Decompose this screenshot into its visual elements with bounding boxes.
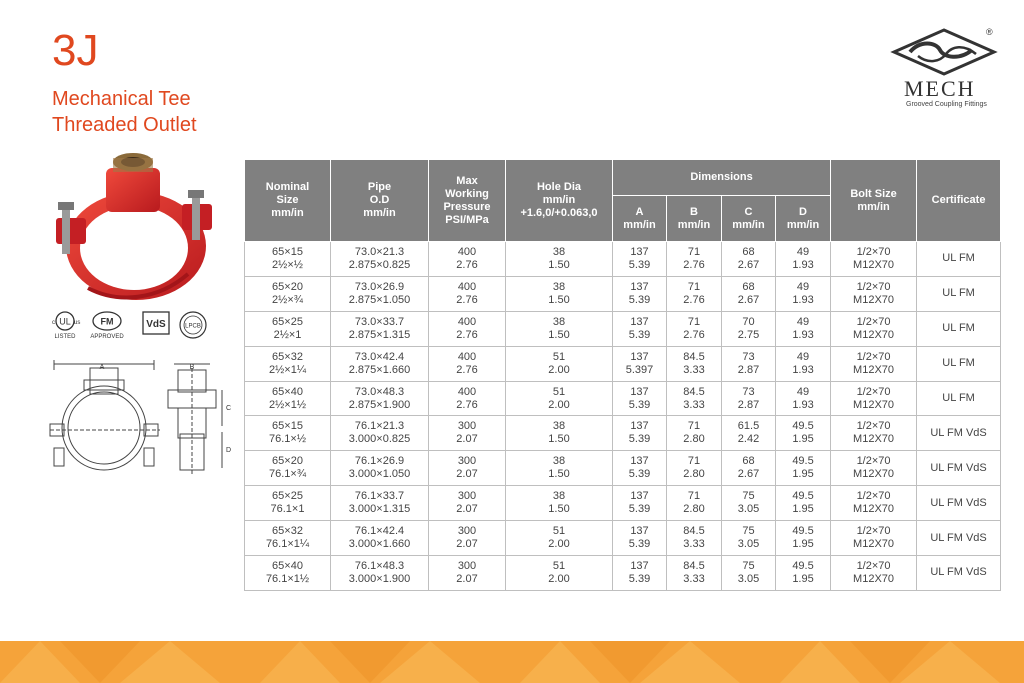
dim-c-cell: 75 3.05 <box>722 521 776 556</box>
table-row <box>245 451 1001 486</box>
specification-table <box>244 159 1001 591</box>
drawing-label-b: B <box>189 364 195 371</box>
dim-b-cell: 84.5 3.33 <box>667 556 722 591</box>
pressure-cell: 400 2.76 <box>429 276 506 311</box>
dim-c-cell: 68 2.67 <box>722 451 776 486</box>
drawing-label-a: A <box>99 364 105 371</box>
vds-icon <box>142 310 170 342</box>
table-row <box>245 242 1001 277</box>
pressure-cell: 300 2.07 <box>429 486 506 521</box>
vds-mark-text: VdS <box>146 319 166 330</box>
ul-suffix-text: us <box>74 320 81 326</box>
col-dim-c: C mm/in <box>722 196 776 242</box>
fm-mark-text: FM <box>100 316 114 327</box>
nominal-size-cell: 65×15 76.1×½ <box>245 416 331 451</box>
dim-b-cell: 71 2.80 <box>667 451 722 486</box>
dim-b-cell: 84.5 3.33 <box>667 381 722 416</box>
dim-d-cell: 49.5 1.95 <box>776 416 831 451</box>
dim-a-cell: 137 5.39 <box>613 242 667 277</box>
dim-c-cell: 73 2.87 <box>722 381 776 416</box>
pipe-od-cell: 73.0×42.4 2.875×1.660 <box>331 346 429 381</box>
pressure-cell: 400 2.76 <box>429 346 506 381</box>
dim-d-cell: 49.5 1.95 <box>776 451 831 486</box>
certificate-cell: UL FM VdS <box>917 451 1001 486</box>
dim-c-cell: 68 2.67 <box>722 276 776 311</box>
col-max-pressure: Max Working Pressure PSI/MPa <box>429 160 506 242</box>
pressure-cell: 300 2.07 <box>429 521 506 556</box>
nominal-size-cell: 65×40 2½×1½ <box>245 381 331 416</box>
brand-tagline: Grooved Coupling Fittings <box>906 101 987 108</box>
table-row <box>245 311 1001 346</box>
dim-c-cell: 61.5 2.42 <box>722 416 776 451</box>
footer-band <box>0 641 1024 683</box>
pipe-od-cell: 76.1×26.9 3.000×1.050 <box>331 451 429 486</box>
pipe-od-cell: 73.0×48.3 2.875×1.900 <box>331 381 429 416</box>
dim-d-cell: 49 1.93 <box>776 242 831 277</box>
dim-c-cell: 70 2.75 <box>722 311 776 346</box>
certificate-cell: UL FM VdS <box>917 556 1001 591</box>
dim-a-cell: 137 5.39 <box>613 381 667 416</box>
pressure-cell: 400 2.76 <box>429 242 506 277</box>
pressure-cell: 400 2.76 <box>429 311 506 346</box>
dim-a-cell: 137 5.39 <box>613 556 667 591</box>
hole-dia-cell: 38 1.50 <box>506 311 613 346</box>
dim-a-cell: 137 5.39 <box>613 486 667 521</box>
mechanical-tee-product-image <box>48 148 218 308</box>
dim-b-cell: 71 2.80 <box>667 486 722 521</box>
certification-logos <box>50 310 210 344</box>
bolt-size-cell: 1/2×70 M12X70 <box>831 381 917 416</box>
model-number: 3J <box>52 26 99 75</box>
hole-dia-cell: 51 2.00 <box>506 346 613 381</box>
pressure-cell: 300 2.07 <box>429 451 506 486</box>
certificate-cell: UL FM VdS <box>917 521 1001 556</box>
bolt-size-cell: 1/2×70 M12X70 <box>831 486 917 521</box>
dim-b-cell: 84.5 3.33 <box>667 346 722 381</box>
nominal-size-cell: 65×32 76.1×1¼ <box>245 521 331 556</box>
col-certificate: Certificate <box>917 160 1001 242</box>
lpcb-mark-text: LPCB <box>185 323 201 330</box>
dim-c-cell: 73 2.87 <box>722 346 776 381</box>
table-row <box>245 416 1001 451</box>
table-row <box>245 486 1001 521</box>
bolt-size-cell: 1/2×70 M12X70 <box>831 346 917 381</box>
pressure-cell: 400 2.76 <box>429 381 506 416</box>
nominal-size-cell: 65×25 76.1×1 <box>245 486 331 521</box>
dim-b-cell: 71 2.76 <box>667 276 722 311</box>
bolt-size-cell: 1/2×70 M12X70 <box>831 451 917 486</box>
nominal-size-cell: 65×15 2½×½ <box>245 242 331 277</box>
bolt-size-cell: 1/2×70 M12X70 <box>831 242 917 277</box>
nominal-size-cell: 65×20 76.1×¾ <box>245 451 331 486</box>
table-row <box>245 381 1001 416</box>
dim-a-cell: 137 5.39 <box>613 311 667 346</box>
certificate-cell: UL FM <box>917 381 1001 416</box>
bolt-size-cell: 1/2×70 M12X70 <box>831 276 917 311</box>
certificate-cell: UL FM VdS <box>917 416 1001 451</box>
dim-d-cell: 49.5 1.95 <box>776 521 831 556</box>
certificate-cell: UL FM VdS <box>917 486 1001 521</box>
certificate-cell: UL FM <box>917 346 1001 381</box>
bolt-size-cell: 1/2×70 M12X70 <box>831 521 917 556</box>
col-dim-b: B mm/in <box>667 196 722 242</box>
table-row <box>245 276 1001 311</box>
dim-b-cell: 84.5 3.33 <box>667 521 722 556</box>
dim-a-cell: 137 5.39 <box>613 521 667 556</box>
pipe-od-cell: 76.1×48.3 3.000×1.900 <box>331 556 429 591</box>
pressure-cell: 300 2.07 <box>429 556 506 591</box>
brand-name: MECH <box>904 76 976 101</box>
nominal-size-cell: 65×25 2½×1 <box>245 311 331 346</box>
hole-dia-cell: 38 1.50 <box>506 242 613 277</box>
fm-approved-icon <box>90 310 124 342</box>
certificate-cell: UL FM <box>917 311 1001 346</box>
certificate-cell: UL FM <box>917 242 1001 277</box>
dim-a-cell: 137 5.39 <box>613 451 667 486</box>
dim-a-cell: 137 5.39 <box>613 276 667 311</box>
bolt-size-cell: 1/2×70 M12X70 <box>831 311 917 346</box>
hole-dia-cell: 51 2.00 <box>506 521 613 556</box>
nominal-size-cell: 65×32 2½×1¼ <box>245 346 331 381</box>
ul-prefix-text: c <box>52 320 55 326</box>
pipe-od-cell: 76.1×21.3 3.000×0.825 <box>331 416 429 451</box>
pipe-od-cell: 73.0×26.9 2.875×1.050 <box>331 276 429 311</box>
ul-listed-icon <box>50 310 80 342</box>
dim-d-cell: 49 1.93 <box>776 276 831 311</box>
dim-d-cell: 49 1.93 <box>776 311 831 346</box>
lpcb-icon <box>178 310 208 342</box>
dim-b-cell: 71 2.76 <box>667 242 722 277</box>
ul-mark-text: UL <box>59 316 71 327</box>
table-row <box>245 346 1001 381</box>
hole-dia-cell: 51 2.00 <box>506 556 613 591</box>
pipe-od-cell: 76.1×33.7 3.000×1.315 <box>331 486 429 521</box>
col-dim-a: A mm/in <box>613 196 667 242</box>
dim-d-cell: 49.5 1.95 <box>776 486 831 521</box>
ul-caption: LISTED <box>54 334 76 340</box>
pipe-od-cell: 76.1×42.4 3.000×1.660 <box>331 521 429 556</box>
registered-mark: ® <box>986 27 993 37</box>
dim-c-cell: 75 3.05 <box>722 556 776 591</box>
dim-d-cell: 49.5 1.95 <box>776 556 831 591</box>
title-line-1: Mechanical Tee <box>52 88 191 110</box>
title-line-2: Threaded Outlet <box>52 114 197 136</box>
col-bolt-size: Bolt Size mm/in <box>831 160 917 242</box>
hole-dia-cell: 38 1.50 <box>506 486 613 521</box>
dim-a-cell: 137 5.397 <box>613 346 667 381</box>
table-row <box>245 556 1001 591</box>
dim-a-cell: 137 5.39 <box>613 416 667 451</box>
dim-c-cell: 68 2.67 <box>722 242 776 277</box>
specification-rows <box>245 242 1001 591</box>
hole-dia-cell: 38 1.50 <box>506 416 613 451</box>
nominal-size-cell: 65×20 2½×¾ <box>245 276 331 311</box>
hole-dia-cell: 38 1.50 <box>506 451 613 486</box>
table-row <box>245 521 1001 556</box>
dim-c-cell: 75 3.05 <box>722 486 776 521</box>
bolt-size-cell: 1/2×70 M12X70 <box>831 556 917 591</box>
col-dimensions: Dimensions <box>613 160 831 196</box>
dim-d-cell: 49 1.93 <box>776 346 831 381</box>
pipe-od-cell: 73.0×21.3 2.875×0.825 <box>331 242 429 277</box>
col-pipe-od: Pipe O.D mm/in <box>331 160 429 242</box>
dim-b-cell: 71 2.80 <box>667 416 722 451</box>
col-nominal-size: Nominal Size mm/in <box>245 160 331 242</box>
pressure-cell: 300 2.07 <box>429 416 506 451</box>
dim-b-cell: 71 2.76 <box>667 311 722 346</box>
hole-dia-cell: 38 1.50 <box>506 276 613 311</box>
drawing-label-c: C <box>226 405 232 412</box>
product-title <box>52 86 197 138</box>
col-hole-dia: Hole Dia mm/in +1.6,0/+0.063,0 <box>506 160 613 242</box>
bolt-size-cell: 1/2×70 M12X70 <box>831 416 917 451</box>
pipe-od-cell: 73.0×33.7 2.875×1.315 <box>331 311 429 346</box>
nominal-size-cell: 65×40 76.1×1½ <box>245 556 331 591</box>
dim-d-cell: 49 1.93 <box>776 381 831 416</box>
fm-caption: APPROVED <box>90 334 124 340</box>
drawing-label-d: D <box>226 447 232 454</box>
col-dim-d: D mm/in <box>776 196 831 242</box>
hole-dia-cell: 51 2.00 <box>506 381 613 416</box>
dimension-drawing <box>50 360 230 480</box>
certificate-cell: UL FM <box>917 276 1001 311</box>
